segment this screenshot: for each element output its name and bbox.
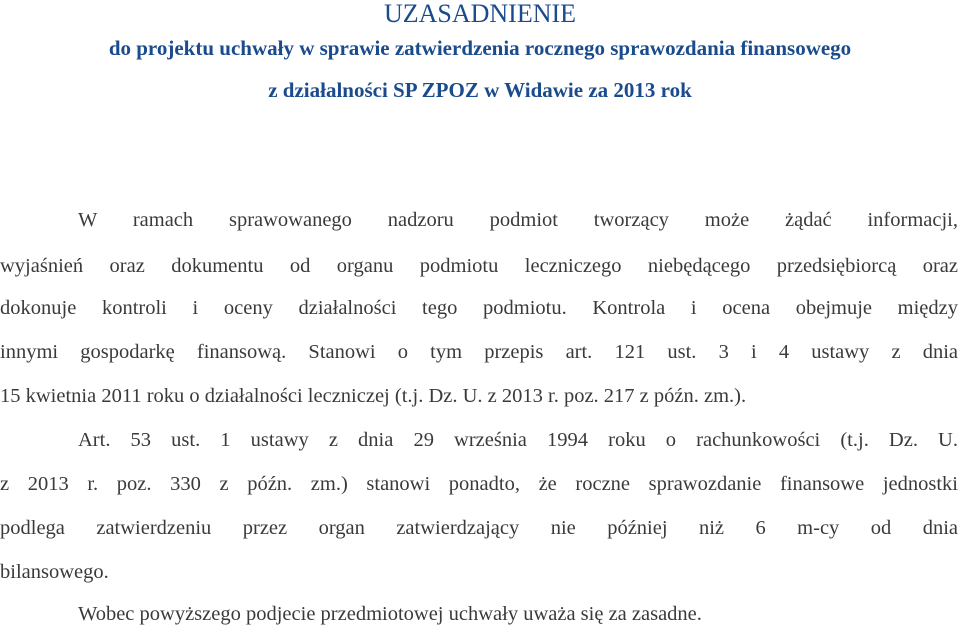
body-line-3: dokonuje kontroli i oceny działalności tego podmiotu. Kontrola i ocena obejmuje między — [0, 297, 958, 319]
body-line-7: z 2013 r. poz. 330 z późn. zm.) stanowi ponadto, że roczne sprawozdanie finansowe jednostki — [0, 473, 958, 495]
body-line-4: innymi gospodarkę finansową. Stanowi o tym przepis art. 121 ust. 3 i 4 ustawy z dnia — [0, 341, 958, 363]
body-line-5: 15 kwietnia 2011 roku o działalności leczniczej (t.j. Dz. U. z 2013 r. poz. 217 z późn. zm.). — [0, 385, 747, 407]
body-line-1: W ramach sprawowanego nadzoru podmiot tworzący może żądać informacji, — [78, 209, 958, 231]
body-line-8: podlega zatwierdzeniu przez organ zatwierdzający nie później niż 6 m-cy od dnia — [0, 517, 958, 539]
document-title: UZASADNIENIE — [383, 0, 577, 28]
body-line-10: Wobec powyższego podjecie przedmiotowej uchwały uważa się za zasadne. — [78, 603, 702, 625]
body-line-9: bilansowego. — [0, 561, 109, 583]
body-line-2: wyjaśnień oraz dokumentu od organu podmiotu leczniczego niebędącego przedsiębiorcą oraz — [0, 255, 958, 277]
document-subtitle-line-1: do projektu uchwały w sprawie zatwierdzenia rocznego sprawozdania finansowego — [108, 36, 852, 60]
document-subtitle-line-2: z działalności SP ZPOZ w Widawie za 2013 rok — [268, 78, 692, 102]
body-line-6: Art. 53 ust. 1 ustawy z dnia 29 września 1994 roku o rachunkowości (t.j. Dz. U. — [78, 429, 958, 451]
